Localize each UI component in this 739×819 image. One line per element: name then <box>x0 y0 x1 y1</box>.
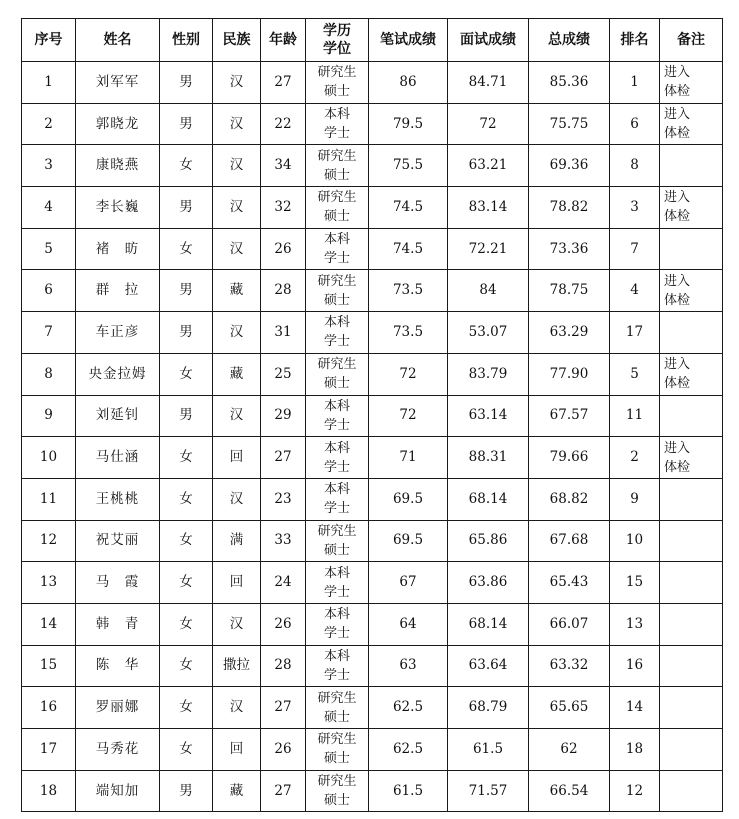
cell-age: 28 <box>261 645 306 687</box>
cell-edu-line2: 学士 <box>323 667 350 683</box>
cell-written: 72 <box>369 395 448 437</box>
cell-total: 65.65 <box>529 687 610 729</box>
cell-edu-line2: 学士 <box>323 126 350 142</box>
cell-education <box>306 103 369 145</box>
cell-gender: 女 <box>160 228 213 270</box>
cell-interview: 84 <box>448 270 529 312</box>
cell-total: 68.82 <box>529 478 610 520</box>
cell-total: 69.36 <box>529 145 610 187</box>
cell-age: 26 <box>261 228 306 270</box>
cell-ethnicity: 汉 <box>213 187 261 229</box>
cell-edu-line1: 研究生 <box>317 148 357 164</box>
cell-written: 69.5 <box>369 478 448 520</box>
cell-name: 王桃桃 <box>76 478 160 520</box>
cell-edu-line2: 硕士 <box>323 709 350 725</box>
cell-interview: 83.79 <box>448 353 529 395</box>
cell-name: 刘延钊 <box>76 395 160 437</box>
cell-education <box>306 645 369 687</box>
table-row <box>22 562 723 604</box>
cell-name: 康晓燕 <box>76 145 160 187</box>
cell-total: 66.54 <box>529 770 610 812</box>
cell-edu-line2: 硕士 <box>323 84 350 100</box>
cell-education <box>306 145 369 187</box>
cell-age: 25 <box>261 353 306 395</box>
cell-ethnicity: 回 <box>213 729 261 771</box>
cell-written: 86 <box>369 62 448 104</box>
cell-edu-line1: 研究生 <box>317 690 357 706</box>
cell-age: 27 <box>261 437 306 479</box>
header-edu-line1: 学历 <box>323 23 351 39</box>
cell-gender: 女 <box>160 520 213 562</box>
cell-rank: 10 <box>610 520 660 562</box>
cell-interview: 88.31 <box>448 437 529 479</box>
cell-edu-line1: 本科 <box>323 565 350 581</box>
header-row <box>22 19 723 62</box>
header-ethnicity: 民族 <box>213 19 261 62</box>
cell-written: 62.5 <box>369 687 448 729</box>
cell-edu-line2: 学士 <box>323 459 350 475</box>
cell-rank: 18 <box>610 729 660 771</box>
cell-age: 27 <box>261 770 306 812</box>
cell-total: 63.32 <box>529 645 610 687</box>
cell-note <box>660 562 723 604</box>
cell-edu-line2: 学士 <box>323 626 350 642</box>
cell-ethnicity: 汉 <box>213 62 261 104</box>
cell-written: 63 <box>369 645 448 687</box>
cell-edu-line2: 硕士 <box>323 542 350 558</box>
cell-no: 9 <box>22 395 76 437</box>
cell-gender: 女 <box>160 603 213 645</box>
cell-age: 31 <box>261 312 306 354</box>
cell-note <box>660 395 723 437</box>
cell-total: 78.82 <box>529 187 610 229</box>
cell-education <box>306 62 369 104</box>
cell-edu-line1: 研究生 <box>317 732 357 748</box>
cell-total: 75.75 <box>529 103 610 145</box>
cell-ethnicity: 藏 <box>213 770 261 812</box>
cell-edu-line2: 硕士 <box>323 292 350 308</box>
cell-interview: 83.14 <box>448 187 529 229</box>
cell-education <box>306 353 369 395</box>
cell-note <box>660 437 723 479</box>
header-no: 序号 <box>22 19 76 62</box>
cell-total: 78.75 <box>529 270 610 312</box>
cell-edu-line2: 硕士 <box>323 793 350 809</box>
cell-rank: 7 <box>610 228 660 270</box>
cell-written: 71 <box>369 437 448 479</box>
cell-rank: 17 <box>610 312 660 354</box>
cell-note <box>660 687 723 729</box>
cell-rank: 16 <box>610 645 660 687</box>
cell-written: 61.5 <box>369 770 448 812</box>
cell-no: 6 <box>22 270 76 312</box>
cell-name: 央金拉姆 <box>76 353 160 395</box>
cell-edu-line1: 本科 <box>323 482 350 498</box>
cell-ethnicity: 汉 <box>213 228 261 270</box>
cell-written: 79.5 <box>369 103 448 145</box>
cell-edu-line1: 本科 <box>323 648 350 664</box>
cell-gender: 女 <box>160 645 213 687</box>
cell-education <box>306 562 369 604</box>
cell-interview: 71.57 <box>448 770 529 812</box>
cell-no: 14 <box>22 603 76 645</box>
cell-no: 16 <box>22 687 76 729</box>
table-row <box>22 687 723 729</box>
cell-no: 15 <box>22 645 76 687</box>
cell-name: 马仕涵 <box>76 437 160 479</box>
cell-note <box>660 270 723 312</box>
results-table <box>21 18 723 812</box>
header-name: 姓名 <box>76 19 160 62</box>
cell-total: 63.29 <box>529 312 610 354</box>
cell-ethnicity: 汉 <box>213 395 261 437</box>
cell-age: 34 <box>261 145 306 187</box>
cell-ethnicity: 藏 <box>213 270 261 312</box>
table-row <box>22 145 723 187</box>
cell-note-line1: 进入 <box>664 273 691 289</box>
cell-no: 17 <box>22 729 76 771</box>
cell-education <box>306 312 369 354</box>
header-education <box>306 19 369 62</box>
cell-rank: 13 <box>610 603 660 645</box>
cell-total: 85.36 <box>529 62 610 104</box>
cell-ethnicity: 汉 <box>213 312 261 354</box>
header-rank: 排名 <box>610 19 660 62</box>
cell-age: 24 <box>261 562 306 604</box>
cell-rank: 9 <box>610 478 660 520</box>
cell-note-line1: 进入 <box>664 190 691 206</box>
cell-note-line1: 进入 <box>664 440 691 456</box>
cell-note <box>660 770 723 812</box>
cell-ethnicity: 满 <box>213 520 261 562</box>
cell-total: 67.57 <box>529 395 610 437</box>
cell-note-line1: 进入 <box>664 65 691 81</box>
cell-no: 3 <box>22 145 76 187</box>
header-written: 笔试成绩 <box>369 19 448 62</box>
cell-ethnicity: 汉 <box>213 103 261 145</box>
cell-written: 62.5 <box>369 729 448 771</box>
cell-rank: 14 <box>610 687 660 729</box>
cell-written: 72 <box>369 353 448 395</box>
cell-note <box>660 645 723 687</box>
table-row <box>22 395 723 437</box>
table-row <box>22 770 723 812</box>
cell-note <box>660 145 723 187</box>
cell-total: 67.68 <box>529 520 610 562</box>
cell-name: 车正彦 <box>76 312 160 354</box>
header-total: 总成绩 <box>529 19 610 62</box>
table-row <box>22 312 723 354</box>
cell-edu-line2: 学士 <box>323 417 350 433</box>
cell-age: 27 <box>261 62 306 104</box>
cell-gender: 女 <box>160 562 213 604</box>
cell-note <box>660 312 723 354</box>
table-row <box>22 645 723 687</box>
cell-age: 26 <box>261 603 306 645</box>
cell-age: 32 <box>261 187 306 229</box>
table-row <box>22 478 723 520</box>
cell-interview: 68.14 <box>448 603 529 645</box>
cell-interview: 65.86 <box>448 520 529 562</box>
cell-edu-line2: 学士 <box>323 334 350 350</box>
table-row <box>22 520 723 562</box>
cell-rank: 11 <box>610 395 660 437</box>
cell-gender: 男 <box>160 395 213 437</box>
cell-note-line2: 体检 <box>664 376 691 392</box>
header-edu-line2: 学位 <box>323 41 351 57</box>
cell-no: 10 <box>22 437 76 479</box>
cell-note <box>660 729 723 771</box>
cell-gender: 男 <box>160 103 213 145</box>
cell-note-line1: 进入 <box>664 357 691 373</box>
cell-education <box>306 729 369 771</box>
cell-interview: 72.21 <box>448 228 529 270</box>
cell-edu-line1: 本科 <box>323 315 350 331</box>
cell-interview: 61.5 <box>448 729 529 771</box>
cell-ethnicity: 汉 <box>213 603 261 645</box>
cell-written: 74.5 <box>369 228 448 270</box>
cell-gender: 男 <box>160 270 213 312</box>
cell-name: 马秀花 <box>76 729 160 771</box>
table-row <box>22 437 723 479</box>
cell-education <box>306 187 369 229</box>
cell-note <box>660 228 723 270</box>
cell-ethnicity: 汉 <box>213 687 261 729</box>
cell-note <box>660 478 723 520</box>
cell-education <box>306 228 369 270</box>
cell-edu-line1: 本科 <box>323 232 350 248</box>
cell-rank: 15 <box>610 562 660 604</box>
cell-gender: 女 <box>160 145 213 187</box>
cell-education <box>306 770 369 812</box>
table-row <box>22 187 723 229</box>
cell-rank: 8 <box>610 145 660 187</box>
cell-no: 2 <box>22 103 76 145</box>
cell-ethnicity: 回 <box>213 562 261 604</box>
cell-name: 郭晓龙 <box>76 103 160 145</box>
cell-name: 陈 华 <box>76 645 160 687</box>
cell-note-line1: 进入 <box>664 107 691 123</box>
cell-written: 74.5 <box>369 187 448 229</box>
table-row <box>22 270 723 312</box>
table-row <box>22 62 723 104</box>
cell-name: 马 霞 <box>76 562 160 604</box>
cell-interview: 68.79 <box>448 687 529 729</box>
cell-rank: 4 <box>610 270 660 312</box>
header-gender: 性别 <box>160 19 213 62</box>
cell-name: 李长巍 <box>76 187 160 229</box>
cell-ethnicity: 藏 <box>213 353 261 395</box>
cell-written: 73.5 <box>369 270 448 312</box>
cell-note-line2: 体检 <box>664 126 691 142</box>
table-row <box>22 353 723 395</box>
cell-edu-line1: 本科 <box>323 607 350 623</box>
header-note: 备注 <box>660 19 723 62</box>
cell-rank: 3 <box>610 187 660 229</box>
cell-edu-line1: 本科 <box>323 107 350 123</box>
cell-no: 1 <box>22 62 76 104</box>
cell-name: 罗丽娜 <box>76 687 160 729</box>
cell-age: 27 <box>261 687 306 729</box>
header-interview: 面试成绩 <box>448 19 529 62</box>
cell-note <box>660 520 723 562</box>
cell-edu-line1: 研究生 <box>317 273 357 289</box>
cell-education <box>306 520 369 562</box>
cell-interview: 84.71 <box>448 62 529 104</box>
cell-edu-line2: 硕士 <box>323 751 350 767</box>
cell-education <box>306 270 369 312</box>
cell-edu-line2: 学士 <box>323 251 350 267</box>
cell-no: 11 <box>22 478 76 520</box>
header-age: 年龄 <box>261 19 306 62</box>
cell-total: 66.07 <box>529 603 610 645</box>
cell-written: 64 <box>369 603 448 645</box>
cell-gender: 女 <box>160 478 213 520</box>
cell-note <box>660 603 723 645</box>
cell-edu-line2: 学士 <box>323 584 350 600</box>
table-body <box>22 62 723 812</box>
cell-note-line2: 体检 <box>664 459 691 475</box>
table-row <box>22 729 723 771</box>
cell-ethnicity: 回 <box>213 437 261 479</box>
cell-written: 75.5 <box>369 145 448 187</box>
cell-education <box>306 687 369 729</box>
cell-rank: 2 <box>610 437 660 479</box>
cell-age: 23 <box>261 478 306 520</box>
cell-gender: 女 <box>160 353 213 395</box>
cell-no: 18 <box>22 770 76 812</box>
cell-interview: 63.86 <box>448 562 529 604</box>
cell-age: 28 <box>261 270 306 312</box>
cell-name: 祝艾丽 <box>76 520 160 562</box>
cell-total: 65.43 <box>529 562 610 604</box>
cell-gender: 女 <box>160 729 213 771</box>
cell-note <box>660 187 723 229</box>
cell-rank: 1 <box>610 62 660 104</box>
cell-edu-line1: 研究生 <box>317 357 357 373</box>
cell-interview: 53.07 <box>448 312 529 354</box>
cell-edu-line2: 学士 <box>323 501 350 517</box>
cell-written: 69.5 <box>369 520 448 562</box>
cell-edu-line2: 硕士 <box>323 376 350 392</box>
table-row <box>22 603 723 645</box>
cell-note-line2: 体检 <box>664 84 691 100</box>
cell-interview: 63.14 <box>448 395 529 437</box>
cell-gender: 男 <box>160 770 213 812</box>
cell-written: 73.5 <box>369 312 448 354</box>
cell-edu-line1: 研究生 <box>317 774 357 790</box>
cell-edu-line1: 本科 <box>323 398 350 414</box>
cell-edu-line1: 本科 <box>323 440 350 456</box>
cell-age: 22 <box>261 103 306 145</box>
cell-no: 7 <box>22 312 76 354</box>
cell-age: 26 <box>261 729 306 771</box>
cell-note-line2: 体检 <box>664 292 691 308</box>
cell-age: 29 <box>261 395 306 437</box>
cell-edu-line1: 研究生 <box>317 190 357 206</box>
table-row <box>22 228 723 270</box>
cell-note <box>660 103 723 145</box>
cell-note-line2: 体检 <box>664 209 691 225</box>
cell-gender: 男 <box>160 62 213 104</box>
cell-gender: 女 <box>160 437 213 479</box>
cell-gender: 男 <box>160 187 213 229</box>
cell-name: 刘军军 <box>76 62 160 104</box>
cell-total: 62 <box>529 729 610 771</box>
cell-age: 33 <box>261 520 306 562</box>
cell-name: 端知加 <box>76 770 160 812</box>
cell-education <box>306 603 369 645</box>
cell-ethnicity: 撒拉 <box>213 645 261 687</box>
cell-no: 4 <box>22 187 76 229</box>
cell-note <box>660 353 723 395</box>
cell-gender: 女 <box>160 687 213 729</box>
cell-edu-line2: 硕士 <box>323 167 350 183</box>
cell-interview: 63.64 <box>448 645 529 687</box>
table-row <box>22 103 723 145</box>
cell-interview: 68.14 <box>448 478 529 520</box>
cell-education <box>306 478 369 520</box>
cell-rank: 5 <box>610 353 660 395</box>
cell-edu-line1: 研究生 <box>317 523 357 539</box>
cell-ethnicity: 汉 <box>213 478 261 520</box>
cell-name: 褚 昉 <box>76 228 160 270</box>
cell-note <box>660 62 723 104</box>
cell-written: 67 <box>369 562 448 604</box>
cell-interview: 72 <box>448 103 529 145</box>
cell-ethnicity: 汉 <box>213 145 261 187</box>
cell-interview: 63.21 <box>448 145 529 187</box>
cell-total: 79.66 <box>529 437 610 479</box>
cell-edu-line1: 研究生 <box>317 65 357 81</box>
cell-total: 73.36 <box>529 228 610 270</box>
cell-edu-line2: 硕士 <box>323 209 350 225</box>
cell-no: 5 <box>22 228 76 270</box>
cell-name: 韩 青 <box>76 603 160 645</box>
cell-education <box>306 395 369 437</box>
cell-rank: 12 <box>610 770 660 812</box>
cell-no: 12 <box>22 520 76 562</box>
cell-rank: 6 <box>610 103 660 145</box>
cell-no: 13 <box>22 562 76 604</box>
cell-total: 77.90 <box>529 353 610 395</box>
cell-gender: 男 <box>160 312 213 354</box>
cell-education <box>306 437 369 479</box>
cell-no: 8 <box>22 353 76 395</box>
cell-name: 群 拉 <box>76 270 160 312</box>
